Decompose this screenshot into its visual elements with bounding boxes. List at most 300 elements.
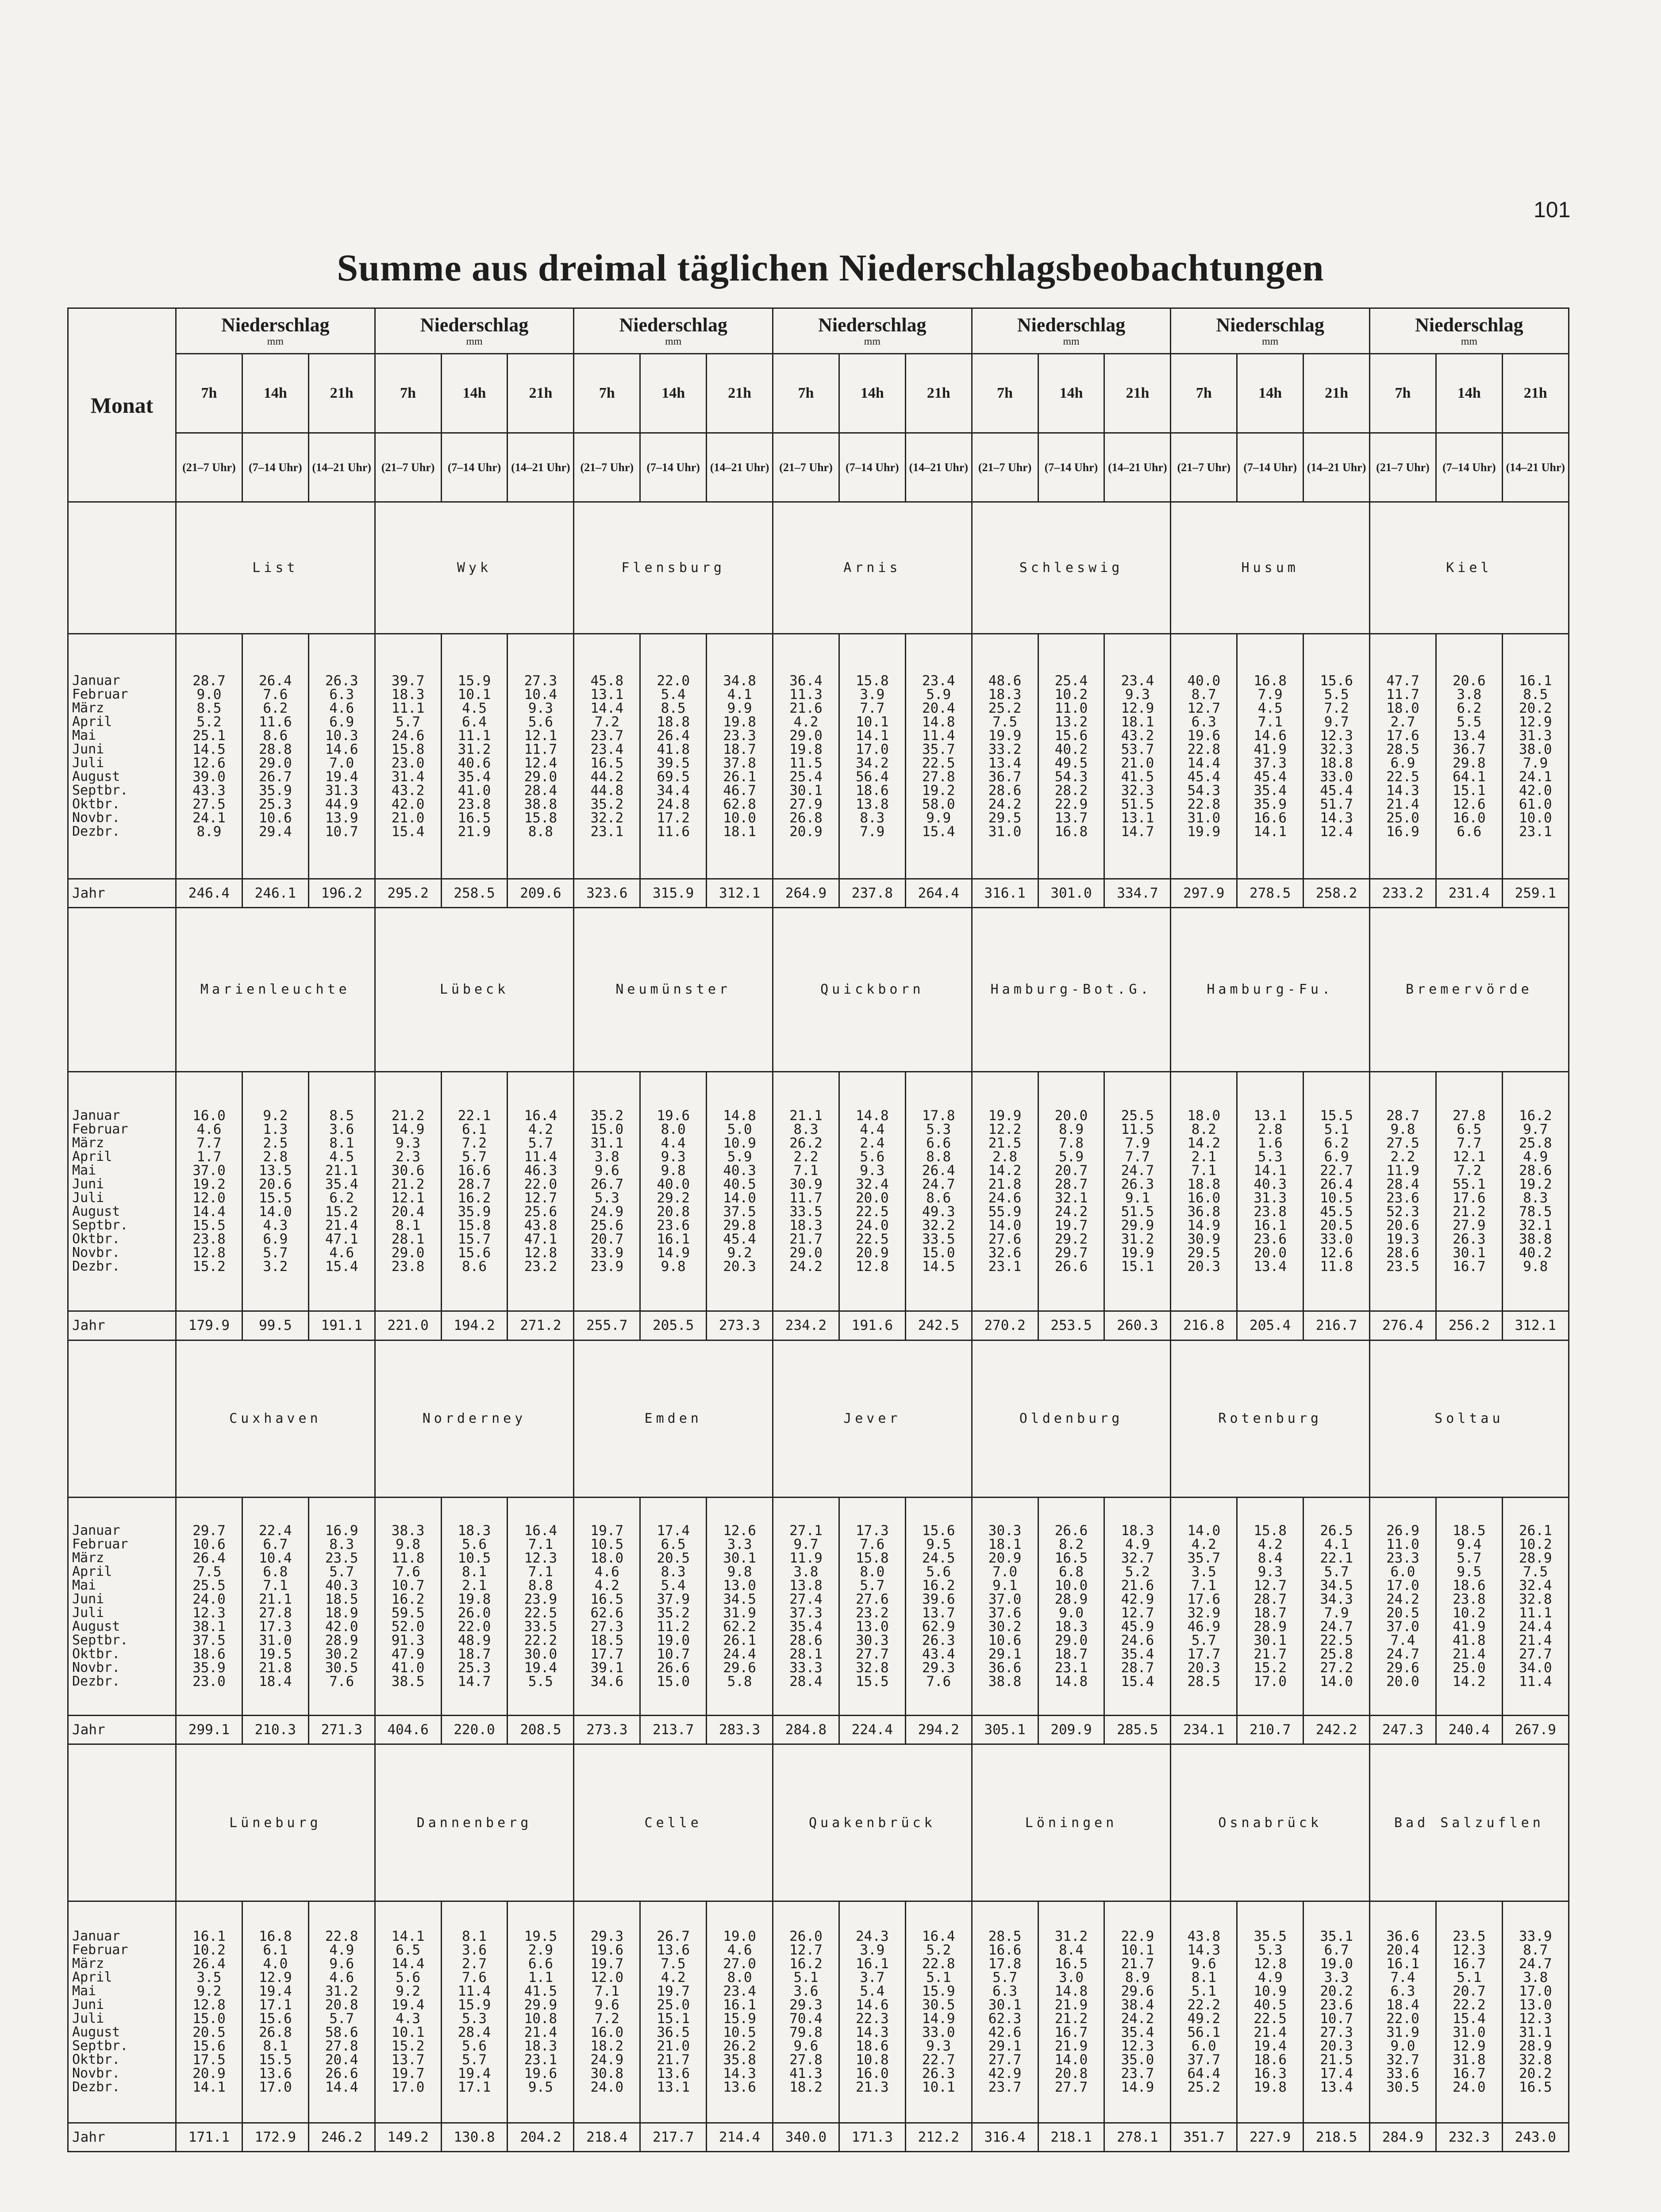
month-label: Dezbr. <box>72 2079 120 2095</box>
value-cell: 46.7 <box>723 782 756 799</box>
value-column <box>176 1071 242 1311</box>
value-cell: 12.3 <box>1121 2038 1154 2054</box>
jahr-value: 234.2 <box>773 1311 839 1340</box>
jahr-value: 234.1 <box>1171 1715 1237 1744</box>
value-cell: 22.0 <box>1386 2010 1419 2027</box>
jahr-value: 246.2 <box>308 2123 375 2151</box>
value-cell: 9.9 <box>926 810 951 826</box>
value-cell: 36.5 <box>657 2024 690 2040</box>
value-cell: 31.9 <box>723 1605 756 1621</box>
value-cell: 49.5 <box>1054 755 1088 771</box>
value-cell: 18.1 <box>988 1536 1022 1552</box>
value-cell: 6.2 <box>263 700 288 716</box>
month-label: Oktbr. <box>72 1231 120 1247</box>
jahr-value: 209.6 <box>508 879 574 907</box>
value-cell: 8.9 <box>1125 1969 1150 1985</box>
value-cell: 9.3 <box>1125 686 1150 703</box>
value-cell: 6.6 <box>1457 823 1482 840</box>
niederschlag-header <box>1370 308 1569 354</box>
value-cell: 19.7 <box>590 1955 624 1972</box>
value-cell: 8.4 <box>1257 1550 1283 1566</box>
month-label: Mai <box>72 1983 96 1999</box>
value-cell: 7.6 <box>926 1673 951 1690</box>
value-cell: 7.2 <box>462 1135 487 1152</box>
value-cell: 29.8 <box>723 1217 756 1234</box>
value-cell: 13.1 <box>590 686 624 703</box>
value-cell: 4.5 <box>462 700 487 716</box>
value-cell: 26.1 <box>723 768 756 785</box>
value-cell: 27.3 <box>1320 2024 1353 2040</box>
value-cell: 21.2 <box>391 1108 425 1124</box>
month-label: Juni <box>72 741 104 757</box>
value-cell: 34.8 <box>723 672 756 689</box>
value-cell: 23.8 <box>391 1259 425 1275</box>
value-cell: 13.9 <box>325 810 358 826</box>
value-cell: 29.1 <box>988 2038 1022 2054</box>
value-cell: 21.4 <box>1453 1646 1486 1662</box>
value-cell: 29.0 <box>524 768 558 785</box>
value-cell: 28.5 <box>1386 741 1419 757</box>
value-cell: 16.5 <box>1519 2079 1552 2095</box>
value-cell: 55.9 <box>988 1204 1022 1220</box>
value-column <box>972 1071 1038 1311</box>
month-label: März <box>72 1135 104 1151</box>
value-cell: 16.6 <box>458 1163 491 1179</box>
value-cell: 18.3 <box>988 686 1022 703</box>
value-cell: 13.0 <box>856 1618 889 1635</box>
hour-header: 7h <box>176 354 242 433</box>
value-cell: 22.5 <box>922 755 955 771</box>
value-column <box>308 1071 375 1311</box>
value-cell: 14.2 <box>1187 1135 1221 1152</box>
value-cell: 13.7 <box>1054 810 1088 826</box>
month-label: Novbr. <box>72 1659 120 1675</box>
value-cell: 35.9 <box>259 782 292 799</box>
jahr-value: 171.3 <box>839 2123 905 2151</box>
value-cell: 20.9 <box>192 2065 226 2081</box>
jahr-value: 253.5 <box>1038 1311 1104 1340</box>
value-cell: 26.2 <box>723 2038 756 2054</box>
value-cell: 30.3 <box>856 1632 889 1648</box>
value-cell: 15.2 <box>192 1259 226 1275</box>
value-cell: 34.3 <box>1320 1591 1353 1607</box>
value-cell: 41.9 <box>1253 741 1287 757</box>
value-cell: 14.1 <box>391 1928 425 1944</box>
value-column <box>1436 634 1502 879</box>
value-cell: 13.8 <box>789 1577 823 1594</box>
value-cell: 35.2 <box>590 796 624 812</box>
value-column <box>375 1071 441 1311</box>
jahr-value: 323.6 <box>574 879 640 907</box>
station-name: Rotenburg <box>1171 1340 1370 1497</box>
value-cell: 19.7 <box>1054 1217 1088 1234</box>
value-cell: 21.4 <box>1519 1632 1552 1648</box>
value-cell: 15.6 <box>259 2010 292 2027</box>
value-cell: 8.8 <box>528 1577 553 1594</box>
value-cell: 5.1 <box>1191 1983 1216 1999</box>
unit-label: mm <box>1461 336 1478 348</box>
value-cell: 16.6 <box>988 1942 1022 1958</box>
value-column <box>308 1497 375 1715</box>
value-cell: 21.4 <box>325 1217 358 1234</box>
value-cell: 12.8 <box>856 1259 889 1275</box>
jahr-value: 218.1 <box>1038 2123 1104 2151</box>
value-cell: 24.6 <box>988 1190 1022 1206</box>
value-cell: 4.6 <box>196 1121 222 1138</box>
jahr-value: 220.0 <box>441 1715 508 1744</box>
value-cell: 38.0 <box>1519 741 1552 757</box>
value-cell: 10.5 <box>590 1536 624 1552</box>
value-cell: 48.9 <box>458 1632 491 1648</box>
value-cell: 12.3 <box>1519 2010 1552 2027</box>
value-cell: 23.7 <box>590 727 624 744</box>
value-column <box>1303 1901 1370 2123</box>
value-cell: 17.1 <box>259 1997 292 2013</box>
value-cell: 20.4 <box>922 700 955 716</box>
value-cell: 15.8 <box>1253 1522 1287 1539</box>
value-cell: 43.4 <box>922 1646 955 1662</box>
value-cell: 8.3 <box>860 810 885 826</box>
value-cell: 33.5 <box>789 1204 823 1220</box>
value-cell: 4.4 <box>860 1121 885 1138</box>
value-cell: 15.4 <box>391 823 425 840</box>
value-cell: 5.2 <box>926 1942 951 1958</box>
range-header: (14–21 Uhr) <box>1502 433 1569 502</box>
jahr-value: 237.8 <box>839 879 905 907</box>
value-cell: 15.8 <box>391 741 425 757</box>
value-cell: 14.7 <box>458 1673 491 1690</box>
niederschlag-label: Niederschlag <box>1415 314 1523 336</box>
value-cell: 14.9 <box>1121 2079 1154 2095</box>
value-cell: 51.5 <box>1121 1204 1154 1220</box>
value-cell: 29.0 <box>1054 1632 1088 1648</box>
jahr-value: 278.1 <box>1104 2123 1171 2151</box>
value-cell: 5.9 <box>1059 1149 1084 1165</box>
value-cell: 14.1 <box>1253 823 1287 840</box>
value-cell: 62.6 <box>590 1605 624 1621</box>
value-cell: 30.9 <box>1187 1231 1221 1248</box>
value-cell: 16.2 <box>922 1577 955 1594</box>
value-cell: 8.1 <box>462 1563 487 1580</box>
value-cell: 6.4 <box>462 714 487 730</box>
jahr-value: 294.2 <box>905 1715 972 1744</box>
value-cell: 17.7 <box>1187 1646 1221 1662</box>
value-cell: 14.1 <box>856 727 889 744</box>
value-column <box>1171 1071 1237 1311</box>
month-label: Septbr. <box>72 1632 128 1648</box>
value-cell: 7.1 <box>528 1536 553 1552</box>
value-cell: 43.2 <box>1121 727 1154 744</box>
value-cell: 25.3 <box>458 1659 491 1676</box>
value-cell: 12.6 <box>1453 796 1486 812</box>
value-cell: 19.9 <box>1121 1245 1154 1261</box>
station-name: Bremervörde <box>1370 907 1569 1071</box>
range-header: (21–7 Uhr) <box>176 433 242 502</box>
value-cell: 10.0 <box>1054 1577 1088 1594</box>
value-cell: 16.7 <box>1453 2065 1486 2081</box>
blank-cell <box>68 1340 176 1497</box>
value-cell: 7.9 <box>860 823 885 840</box>
value-cell: 28.6 <box>1519 1163 1552 1179</box>
value-cell: 45.8 <box>590 672 624 689</box>
value-cell: 54.3 <box>1054 768 1088 785</box>
value-cell: 5.4 <box>661 1577 686 1594</box>
value-column <box>905 1071 972 1311</box>
value-cell: 30.9 <box>789 1176 823 1193</box>
value-cell: 21.8 <box>259 1659 292 1676</box>
value-cell: 36.8 <box>1187 1204 1221 1220</box>
value-cell: 4.6 <box>329 1969 354 1985</box>
value-cell: 26.3 <box>922 1632 955 1648</box>
value-cell: 12.0 <box>590 1969 624 1985</box>
value-column <box>375 1901 441 2123</box>
value-cell: 9.8 <box>1523 1259 1548 1275</box>
value-cell: 11.4 <box>458 1983 491 1999</box>
value-cell: 14.8 <box>723 1108 756 1124</box>
value-cell: 23.9 <box>524 1591 558 1607</box>
value-cell: 26.4 <box>657 727 690 744</box>
value-cell: 5.7 <box>462 1149 487 1165</box>
value-cell: 18.4 <box>1386 1997 1419 2013</box>
value-cell: 30.2 <box>988 1618 1022 1635</box>
value-cell: 3.6 <box>462 1942 487 1958</box>
value-cell: 9.5 <box>926 1536 951 1552</box>
value-cell: 38.8 <box>1519 1231 1552 1248</box>
value-cell: 5.7 <box>1457 1550 1482 1566</box>
month-label: März <box>72 1550 104 1566</box>
value-cell: 27.9 <box>789 796 823 812</box>
value-cell: 16.2 <box>391 1591 425 1607</box>
value-cell: 20.6 <box>1453 672 1486 689</box>
value-cell: 31.9 <box>1386 2024 1419 2040</box>
value-column <box>176 1497 242 1715</box>
value-cell: 20.3 <box>1187 1259 1221 1275</box>
value-cell: 23.1 <box>524 2051 558 2068</box>
value-cell: 11.9 <box>1386 1163 1419 1179</box>
value-cell: 25.0 <box>1386 810 1419 826</box>
value-cell: 18.3 <box>1054 1618 1088 1635</box>
value-cell: 6.9 <box>1324 1149 1349 1165</box>
value-cell: 12.3 <box>1453 1942 1486 1958</box>
value-cell: 8.5 <box>1523 686 1548 703</box>
value-cell: 21.2 <box>391 1176 425 1193</box>
value-cell: 15.2 <box>325 1204 358 1220</box>
value-cell: 21.8 <box>988 1176 1022 1193</box>
value-cell: 20.5 <box>657 1550 690 1566</box>
value-cell: 25.6 <box>590 1217 624 1234</box>
value-cell: 6.8 <box>1059 1563 1084 1580</box>
range-header: (7–14 Uhr) <box>1436 433 1502 502</box>
value-cell: 22.3 <box>856 2010 889 2027</box>
value-cell: 8.9 <box>196 823 222 840</box>
value-cell: 9.2 <box>727 1245 752 1261</box>
value-cell: 9.6 <box>793 2038 819 2054</box>
month-label: Dezbr. <box>72 823 120 839</box>
value-cell: 15.4 <box>1453 2010 1486 2027</box>
value-cell: 23.9 <box>590 1259 624 1275</box>
value-cell: 4.9 <box>1257 1969 1283 1985</box>
value-cell: 29.0 <box>789 1245 823 1261</box>
value-cell: 32.1 <box>1054 1190 1088 1206</box>
value-cell: 58.6 <box>325 2024 358 2040</box>
value-cell: 14.1 <box>1253 1163 1287 1179</box>
value-column <box>1303 1071 1370 1311</box>
value-cell: 36.7 <box>1453 741 1486 757</box>
jahr-value: 305.1 <box>972 1715 1038 1744</box>
month-label: Januar <box>72 672 120 688</box>
value-cell: 8.9 <box>1059 1121 1084 1138</box>
value-cell: 10.4 <box>524 686 558 703</box>
value-cell: 8.8 <box>926 1149 951 1165</box>
value-cell: 30.6 <box>391 1163 425 1179</box>
value-cell: 31.2 <box>325 1983 358 1999</box>
niederschlag-label: Niederschlag <box>221 314 330 336</box>
value-cell: 35.9 <box>1253 796 1287 812</box>
station-name: Flensburg <box>574 502 773 634</box>
value-cell: 44.8 <box>590 782 624 799</box>
jahr-value: 212.2 <box>905 2123 972 2151</box>
value-cell: 21.7 <box>789 1231 823 1248</box>
value-cell: 35.9 <box>192 1659 226 1676</box>
value-cell: 15.9 <box>723 2010 756 2027</box>
station-name: Schleswig <box>972 502 1171 634</box>
value-cell: 10.6 <box>988 1632 1022 1648</box>
value-cell: 11.7 <box>1386 686 1419 703</box>
value-cell: 20.0 <box>1253 1245 1287 1261</box>
value-cell: 29.9 <box>1121 1217 1154 1234</box>
value-cell: 15.4 <box>325 1259 358 1275</box>
value-cell: 35.4 <box>789 1618 823 1635</box>
range-header: (21–7 Uhr) <box>375 433 441 502</box>
page-title: Summe aus dreimal täglichen Niederschlagsbeobachtungen <box>337 246 1324 289</box>
value-cell: 5.9 <box>727 1149 752 1165</box>
value-cell: 24.0 <box>192 1591 226 1607</box>
value-cell: 23.7 <box>1121 2065 1154 2081</box>
value-cell: 21.6 <box>789 700 823 716</box>
unit-label: mm <box>864 336 881 348</box>
value-cell: 18.6 <box>856 782 889 799</box>
value-cell: 22.9 <box>1054 796 1088 812</box>
niederschlag-header <box>972 308 1171 354</box>
value-cell: 21.1 <box>789 1108 823 1124</box>
value-cell: 24.3 <box>856 1928 889 1944</box>
value-cell: 23.6 <box>1386 1190 1419 1206</box>
jahr-value: 315.9 <box>640 879 707 907</box>
niederschlag-label: Niederschlag <box>1017 314 1126 336</box>
value-cell: 32.6 <box>988 1245 1022 1261</box>
jahr-value: 227.9 <box>1237 2123 1303 2151</box>
value-cell: 14.8 <box>856 1108 889 1124</box>
value-cell: 37.3 <box>1253 755 1287 771</box>
value-column <box>308 634 375 879</box>
value-cell: 2.1 <box>1191 1149 1216 1165</box>
value-cell: 12.7 <box>1253 1577 1287 1594</box>
jahr-value: 218.4 <box>574 2123 640 2151</box>
month-label: Januar <box>72 1928 120 1944</box>
station-name: Husum <box>1171 502 1370 634</box>
value-cell: 38.8 <box>524 796 558 812</box>
jahr-value: 232.3 <box>1436 2123 1502 2151</box>
jahr-value: 214.4 <box>707 2123 773 2151</box>
value-cell: 16.1 <box>856 1955 889 1972</box>
value-cell: 22.8 <box>922 1955 955 1972</box>
value-cell: 14.5 <box>922 1259 955 1275</box>
value-cell: 11.0 <box>1386 1536 1419 1552</box>
value-cell: 15.0 <box>657 1673 690 1690</box>
value-cell: 26.6 <box>657 1659 690 1676</box>
value-cell: 30.8 <box>590 2065 624 2081</box>
value-column <box>640 1071 707 1311</box>
jahr-value: 264.4 <box>905 879 972 907</box>
value-cell: 22.8 <box>1187 741 1221 757</box>
month-label: Mai <box>72 727 96 743</box>
value-cell: 5.8 <box>727 1673 752 1690</box>
value-cell: 27.5 <box>192 796 226 812</box>
value-cell: 25.8 <box>1519 1135 1552 1152</box>
station-name: Wyk <box>375 502 574 634</box>
value-cell: 7.5 <box>661 1955 686 1972</box>
value-cell: 18.6 <box>856 2038 889 2054</box>
value-cell: 2.8 <box>263 1149 288 1165</box>
station-name: Lüneburg <box>176 1744 375 1901</box>
value-cell: 19.0 <box>723 1928 756 1944</box>
value-cell: 11.9 <box>789 1550 823 1566</box>
jahr-value: 210.3 <box>242 1715 308 1744</box>
month-labels <box>68 634 176 879</box>
value-cell: 4.6 <box>727 1942 752 1958</box>
value-cell: 20.2 <box>1519 2065 1552 2081</box>
hour-header: 14h <box>839 354 905 433</box>
value-cell: 4.1 <box>727 686 752 703</box>
value-cell: 20.5 <box>1320 1217 1353 1234</box>
value-cell: 5.5 <box>1457 714 1482 730</box>
value-cell: 19.4 <box>325 768 358 785</box>
value-cell: 12.8 <box>524 1245 558 1261</box>
value-cell: 19.0 <box>1320 1955 1353 1972</box>
value-column <box>1038 1497 1104 1715</box>
value-cell: 3.8 <box>1523 1969 1548 1985</box>
value-cell: 15.9 <box>458 672 491 689</box>
value-cell: 5.1 <box>926 1969 951 1985</box>
value-column <box>441 1497 508 1715</box>
value-column <box>839 634 905 879</box>
value-cell: 28.7 <box>458 1176 491 1193</box>
value-cell: 9.0 <box>1390 2038 1415 2054</box>
value-cell: 24.9 <box>590 2051 624 2068</box>
value-cell: 17.0 <box>856 741 889 757</box>
value-column <box>1370 634 1436 879</box>
hour-header: 21h <box>1104 354 1171 433</box>
value-cell: 10.1 <box>458 686 491 703</box>
value-cell: 10.7 <box>1320 2010 1353 2027</box>
value-cell: 18.8 <box>1187 1176 1221 1193</box>
value-cell: 3.6 <box>793 1983 819 1999</box>
hour-header: 21h <box>1303 354 1370 433</box>
value-cell: 33.9 <box>1519 1928 1552 1944</box>
value-column <box>972 1901 1038 2123</box>
value-cell: 8.5 <box>661 700 686 716</box>
value-cell: 39.5 <box>657 755 690 771</box>
value-cell: 19.8 <box>1253 2079 1287 2095</box>
niederschlag-header <box>1171 308 1370 354</box>
value-cell: 7.5 <box>992 714 1018 730</box>
value-cell: 12.1 <box>524 727 558 744</box>
value-cell: 29.1 <box>988 1646 1022 1662</box>
value-cell: 8.7 <box>1191 686 1216 703</box>
value-cell: 5.3 <box>926 1121 951 1138</box>
value-cell: 32.8 <box>1519 2051 1552 2068</box>
value-cell: 12.6 <box>1320 1245 1353 1261</box>
